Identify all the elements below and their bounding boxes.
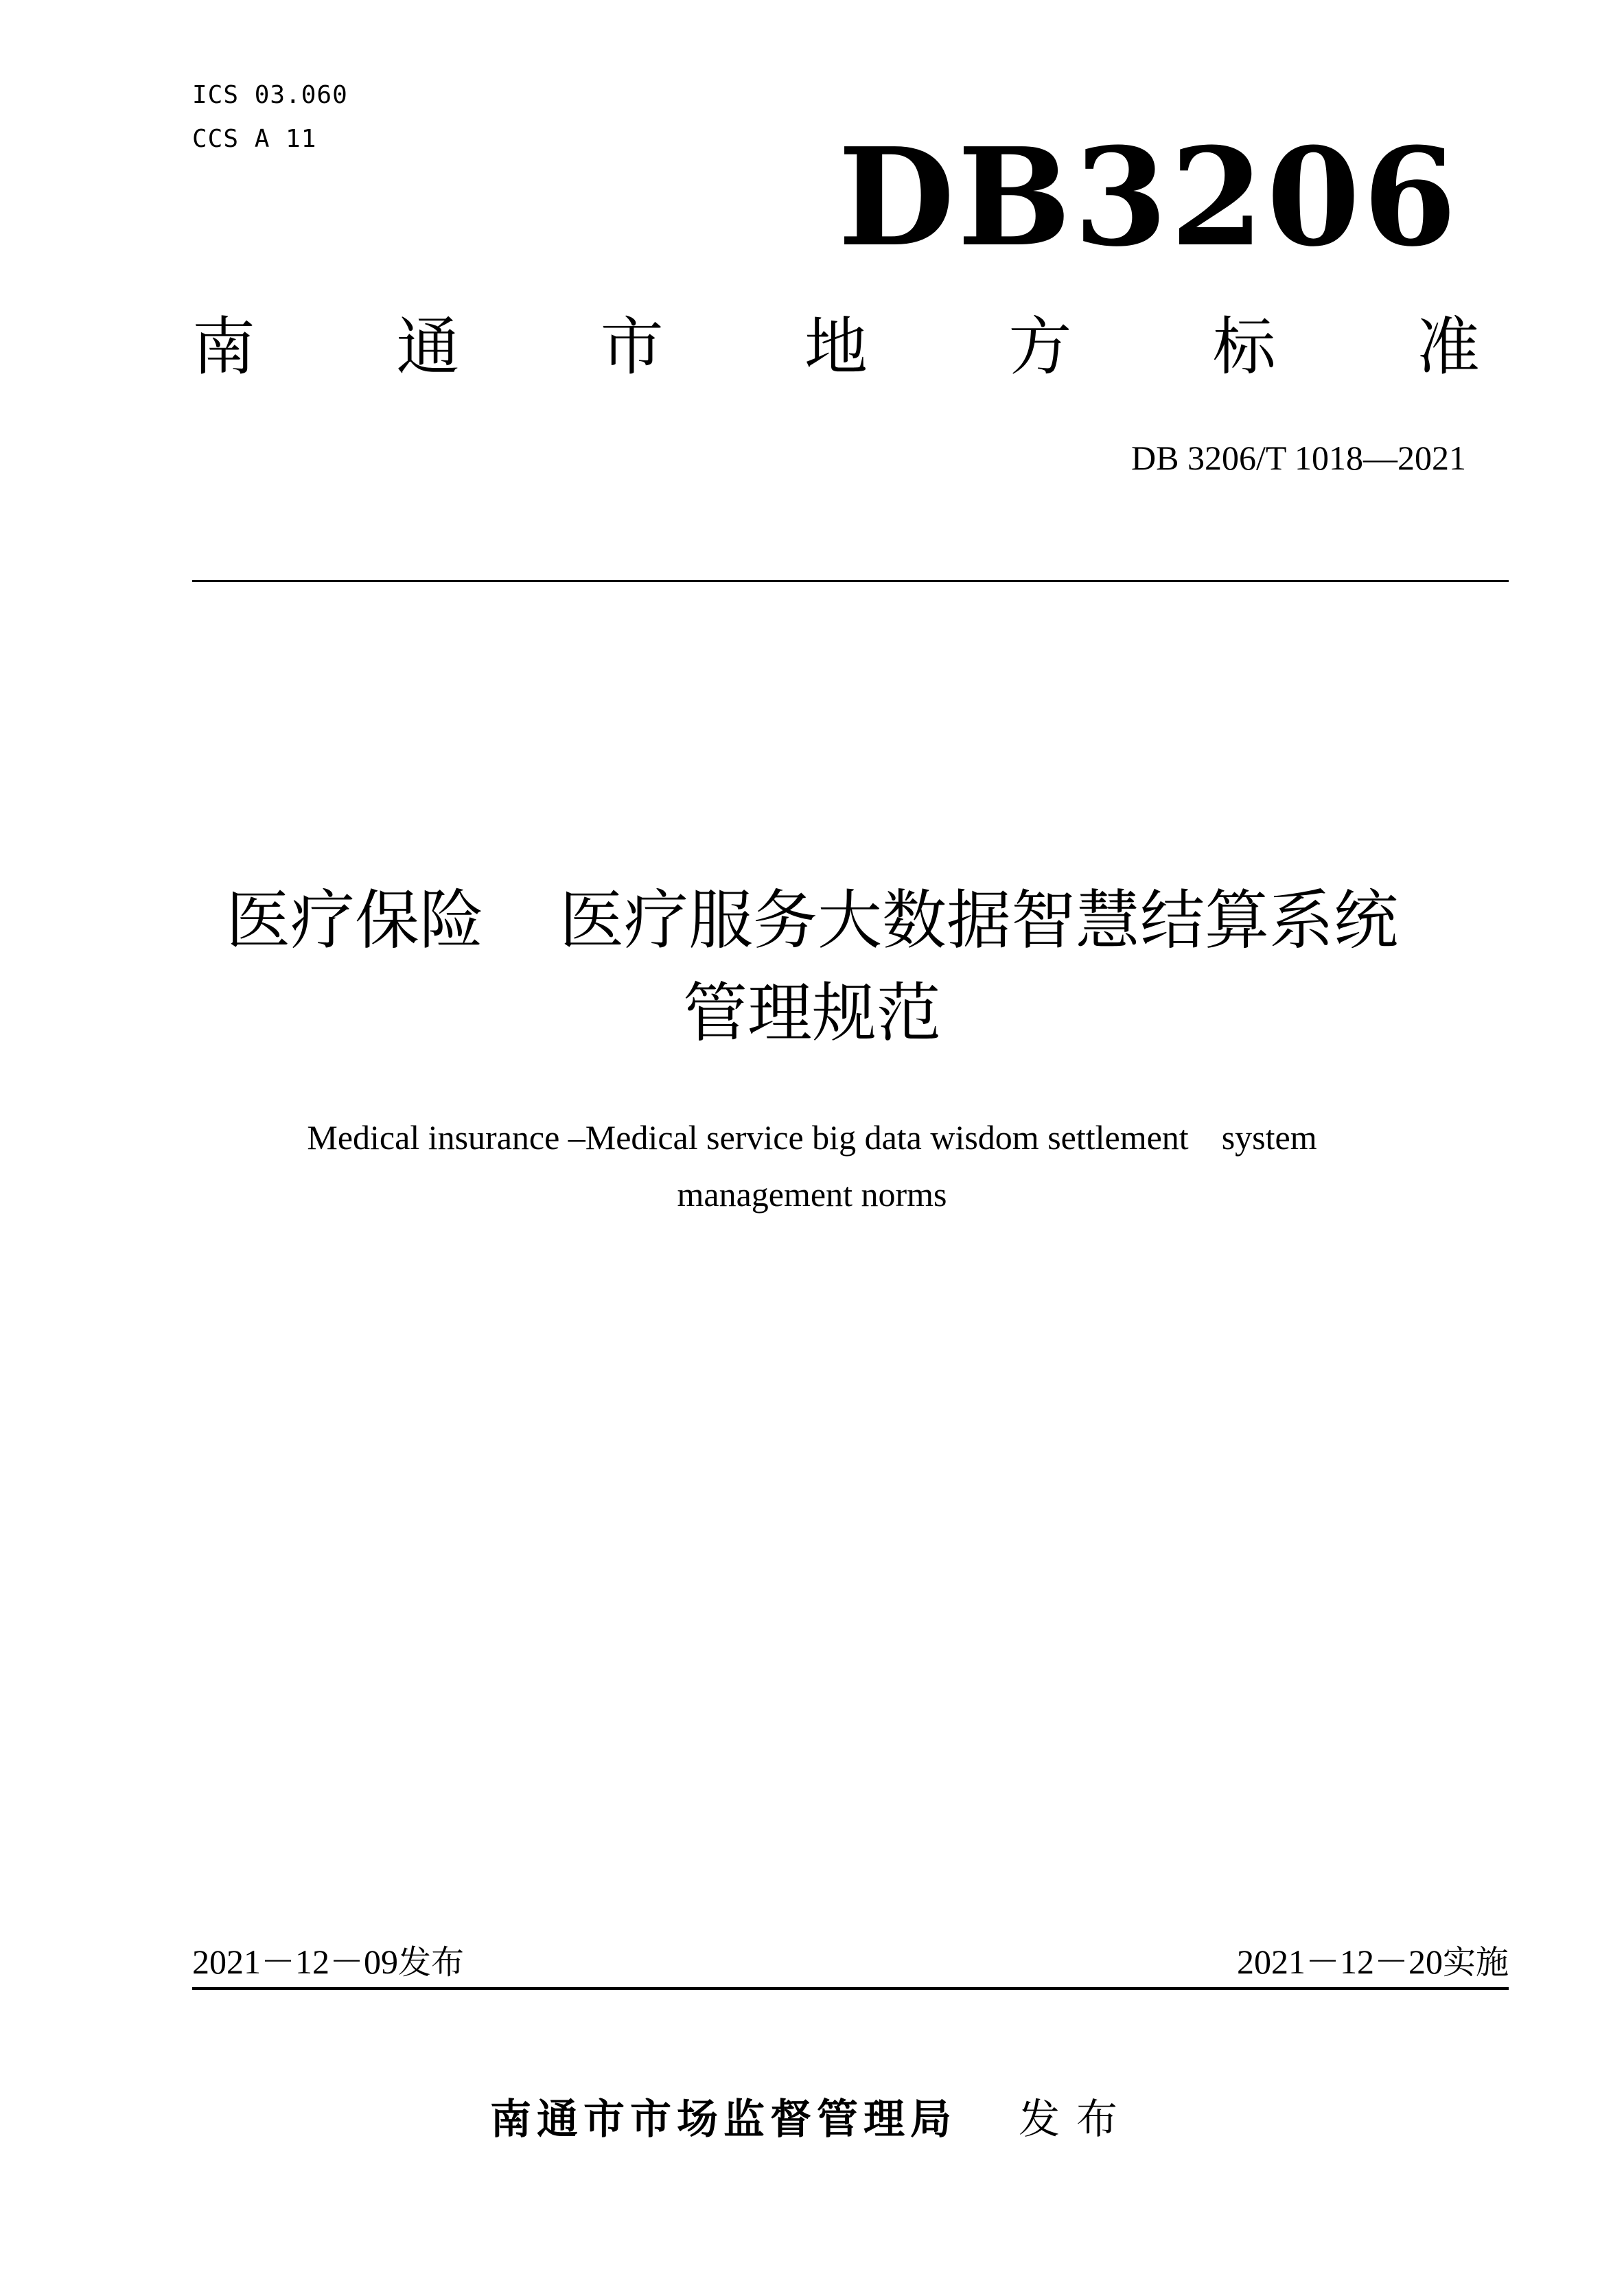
publisher-action: 发布 [1019, 2096, 1134, 2144]
title-cn-line-2: 管理规范 [682, 976, 941, 1051]
issue-date-value: 2021－12－09 [192, 1943, 398, 1981]
issue-label: 发布 [398, 1943, 465, 1982]
standard-logo-code: DB3206 [837, 119, 1459, 277]
standard-type-char: 准 [1416, 310, 1480, 384]
standard-type-char: 市 [600, 310, 664, 384]
publisher-name: 南通市市场监督管理局 [490, 2096, 957, 2144]
standard-type-char: 南 [192, 310, 256, 384]
title-en-part-1: Medical insurance –Medical service big data wisdom settlement [307, 1118, 1189, 1157]
standard-type-char: 通 [396, 310, 460, 384]
footer-divider [192, 1987, 1509, 1990]
implementation-date-value: 2021－12－20 [1236, 1943, 1443, 1981]
ccs-code: CCS A 11 [192, 125, 317, 153]
title-cn-part-1: 医疗保险 [225, 883, 484, 958]
title-cn-line-1 [0, 883, 1624, 958]
issue-date [192, 1943, 465, 1982]
standard-type-char: 方 [1008, 310, 1072, 384]
title-en-line-2: management norms [677, 1175, 947, 1214]
standard-type-char: 地 [804, 310, 868, 384]
publisher-line [0, 2096, 1624, 2144]
title-en-part-2: system [1221, 1118, 1317, 1157]
header-divider [192, 580, 1509, 582]
standard-type-heading [192, 310, 1480, 384]
title-en-line-1 [0, 1120, 1624, 1155]
standard-type-char: 标 [1212, 310, 1276, 384]
ics-code: ICS 03.060 [192, 81, 348, 109]
title-cn-part-2: 医疗服务大数据智慧结算系统 [559, 883, 1399, 958]
implementation-label: 实施 [1442, 1943, 1509, 1982]
implementation-date [1236, 1943, 1509, 1982]
standard-number: DB 3206/T 1018—2021 [1131, 439, 1466, 477]
